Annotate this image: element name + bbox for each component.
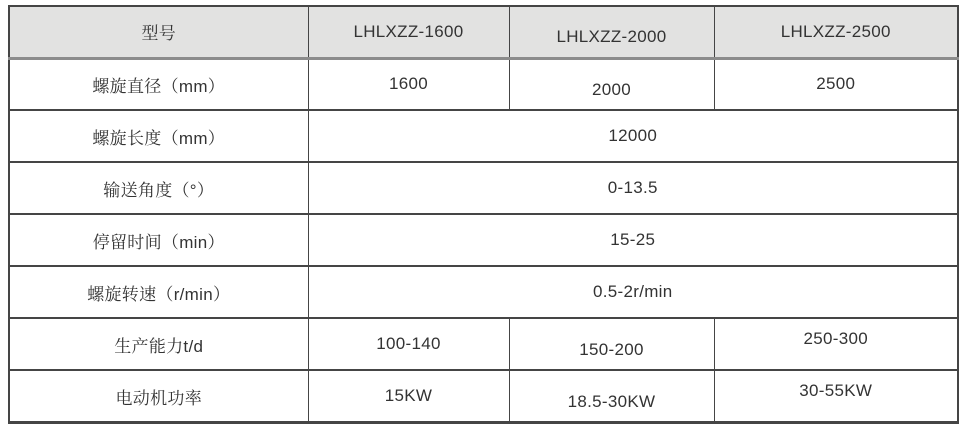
column-header-lhlxzz-1600: LHLXZZ-1600: [308, 6, 509, 58]
column-header-model-label: 型号: [9, 6, 308, 58]
table-row-screw-speed: [9, 266, 958, 318]
row-label: 螺旋转速（r/min）: [9, 266, 308, 318]
cell-value: 18.5-30KW: [509, 370, 714, 422]
merged-cell-value: 0-13.5: [308, 162, 958, 214]
table-header-row: [9, 6, 958, 58]
table-row-production-capacity: [9, 318, 958, 370]
merged-cell-value: 15-25: [308, 214, 958, 266]
row-label: 停留时间（min）: [9, 214, 308, 266]
column-header-lhlxzz-2000: LHLXZZ-2000: [509, 6, 714, 58]
merged-cell-value: 0.5-2r/min: [308, 266, 958, 318]
table-row-screw-diameter: [9, 58, 958, 110]
cell-value: 1600: [308, 58, 509, 110]
row-label: 生产能力t/d: [9, 318, 308, 370]
cell-value: 2000: [509, 58, 714, 110]
row-label: 螺旋直径（mm）: [9, 58, 308, 110]
row-label: 螺旋长度（mm）: [9, 110, 308, 162]
table-row-residence-time: [9, 214, 958, 266]
cell-value: 250-300: [714, 318, 958, 370]
column-header-lhlxzz-2500: LHLXZZ-2500: [714, 6, 958, 58]
table-row-motor-power: [9, 370, 958, 422]
cell-value: 2500: [714, 58, 958, 110]
row-label: 输送角度（°）: [9, 162, 308, 214]
cell-value: 150-200: [509, 318, 714, 370]
spec-table: [8, 5, 959, 424]
table-row-screw-length: [9, 110, 958, 162]
cell-value: 100-140: [308, 318, 509, 370]
row-label: 电动机功率: [9, 370, 308, 422]
cell-value: 30-55KW: [714, 370, 958, 422]
table-row-conveying-angle: [9, 162, 958, 214]
cell-value: 15KW: [308, 370, 509, 422]
merged-cell-value: 12000: [308, 110, 958, 162]
